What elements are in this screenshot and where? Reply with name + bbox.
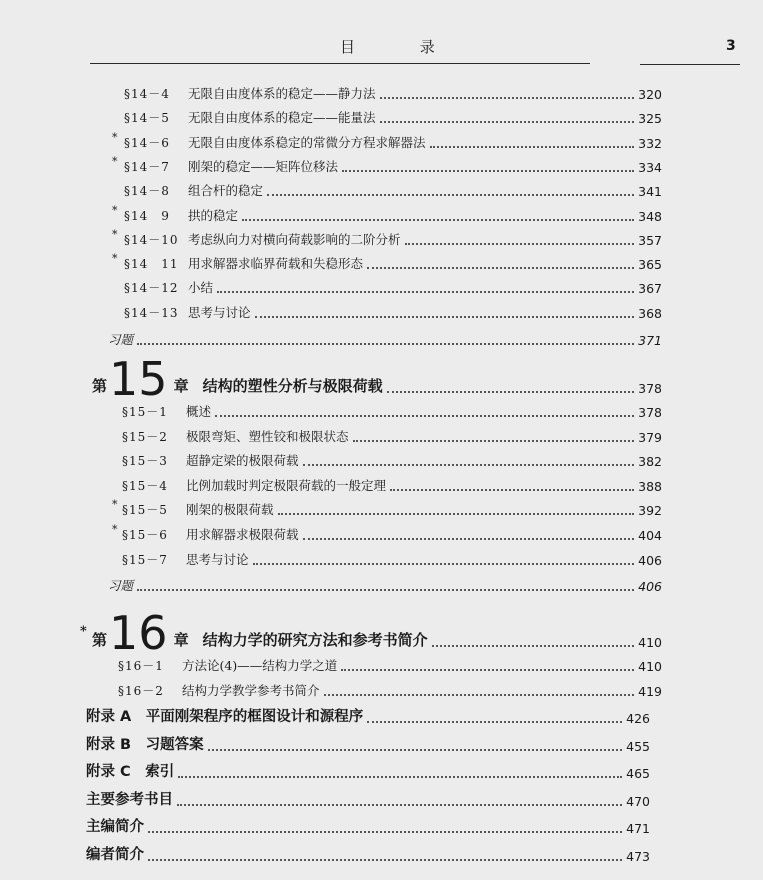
section-page: 357 [638,232,662,248]
section-title: 刚架的稳定——矩阵位移法 [188,158,339,174]
section-entry [122,476,386,494]
toc-section-row [122,550,662,568]
section-number: §16－2 [118,684,164,698]
section-title: 概述 [186,404,212,419]
section-entry [122,525,299,543]
section-page: 365 [638,257,662,273]
section-number: §14 11 [124,257,179,272]
section-title: 组合杆的稳定 [188,183,264,199]
toc-exercise-row [108,576,662,594]
appendix-title: 附录 A 平面刚架程序的框图设计和源程序 [86,709,364,725]
section-page: 348 [638,208,662,224]
dot-leader [367,720,622,723]
header-rule-right [640,64,740,65]
page-number: 3 [726,38,736,54]
section-entry [124,303,251,321]
section-entry [118,656,337,674]
section-title: 比例加载时判定极限荷载的一般定理 [186,477,387,493]
toc-section-row [124,254,662,272]
exercise-page: 406 [638,579,662,594]
optional-mark: * [112,130,118,144]
appendix-page: 455 [626,738,650,754]
dot-leader [387,390,635,393]
dot-leader [430,145,635,148]
appendix-page: 471 [626,821,650,836]
section-number: §15－4 [122,478,168,493]
optional-mark: * [112,203,118,217]
dot-leader [303,463,635,466]
toc-section-row [124,181,662,199]
chapter-suffix: 章 [173,631,189,649]
optional-mark: * [112,498,118,512]
section-page: 392 [638,503,662,519]
section-entry [122,427,349,445]
section-entry [124,157,338,175]
section-entry [124,84,376,102]
section-page: 325 [638,111,662,127]
section-entry [122,550,249,568]
section-entry [124,230,401,248]
section-title: 用求解器求极限荷载 [186,527,299,542]
section-title: 超静定梁的极限荷载 [186,453,299,469]
dot-leader [405,242,635,245]
appendix-page: 426 [626,711,650,726]
section-number: §14－6 [124,135,170,150]
toc-section-row [124,206,662,224]
toc-section-row [124,157,662,175]
toc-section-row [122,427,662,445]
section-page: 406 [638,552,662,568]
exercise-title: 习题 [108,578,134,593]
dot-leader [341,668,634,671]
dot-leader [215,414,634,417]
section-title: 方法论(4)——结构力学之道 [182,658,338,673]
appendix-title: 编者简介 [86,846,144,863]
toc-section-row [124,84,662,102]
dot-leader [324,693,635,696]
appendix-page: 473 [626,848,650,864]
dot-leader [177,803,622,806]
toc-appendix-row [86,732,650,754]
toc-appendix-row [86,759,650,781]
chapter-entry [92,352,383,396]
section-number: §15－3 [122,454,168,469]
section-number: §14－10 [124,232,179,247]
section-entry [124,133,426,151]
toc-section-row [122,476,662,494]
section-page: 388 [638,478,662,494]
chapter-title: 结构的塑性分析与极限荷载 [202,377,383,395]
toc-appendix-row [86,704,650,726]
dot-leader [367,266,634,269]
section-title: 刚架的极限荷载 [186,502,274,518]
chapter-suffix: 章 [173,377,189,395]
optional-mark: * [112,523,118,536]
toc-section-row [122,525,662,543]
section-page: 419 [638,684,662,699]
section-page: 320 [638,87,662,102]
section-page: 332 [638,135,662,151]
dot-leader [178,775,622,778]
page-header [0,36,763,60]
section-title: 结构力学教学参考书简介 [182,683,320,698]
appendix-title: 附录 C 索引 [86,764,175,780]
dot-leader [303,537,635,540]
section-page: 334 [638,159,662,175]
section-number: §14－4 [124,87,170,101]
dot-leader [253,562,635,565]
dot-leader [278,512,635,515]
section-title: 极限弯矩、塑性铰和极限状态 [186,428,349,444]
section-page: 404 [638,528,662,543]
dot-leader [380,120,635,123]
optional-mark: * [112,252,118,266]
appendix-title: 主编简介 [86,819,144,835]
section-title: 考虑纵向力对横向荷载影响的二阶分析 [188,231,401,247]
section-entry [124,181,263,199]
section-title: 无限自由度体系的稳定——静力法 [188,86,376,101]
chapter-number: 15 [109,352,168,396]
section-title: 用求解器求临界荷载和失稳形态 [188,256,364,272]
toc-chapter-row [92,352,662,396]
toc-section-row [122,451,662,469]
appendix-page: 465 [626,766,650,781]
appendix-title: 附录 B 习题答案 [86,736,204,753]
toc-section-row [122,402,662,420]
dot-leader [148,830,622,833]
dot-leader [380,96,635,99]
dot-leader [137,588,634,591]
section-entry [122,500,274,518]
optional-mark: * [112,154,118,168]
section-number: §14－12 [124,281,179,296]
toc-section-row [124,230,662,248]
header-rule [90,63,590,64]
toc-exercise-row [108,330,662,348]
section-page: 367 [638,281,662,297]
section-number: §14－8 [124,184,170,199]
dot-leader [208,748,623,751]
section-number: §14－7 [124,159,170,174]
chapter-entry [92,606,428,650]
section-page: 410 [638,659,662,674]
toc-section-row [124,133,662,151]
section-number: §15－5 [122,503,168,518]
exercise-title: 习题 [108,332,134,347]
optional-mark: * [80,624,87,639]
section-entry [118,681,320,699]
section-entry [124,278,213,296]
section-title: 无限自由度体系的稳定——能量法 [188,110,376,126]
toc-section-row [124,303,662,321]
section-page: 379 [638,429,662,445]
toc-appendix-row [86,787,650,809]
toc-chapter-row [92,606,662,650]
dot-leader [137,342,634,345]
section-page: 382 [638,454,662,470]
dot-leader [353,439,635,442]
section-page: 341 [638,184,662,200]
section-entry [124,206,238,224]
dot-leader [217,290,634,293]
dot-leader [390,488,634,491]
appendix-title: 主要参考书目 [86,791,173,808]
section-number: §14－5 [124,111,170,126]
section-entry [122,451,299,469]
dot-leader [267,193,634,196]
dot-leader [255,315,635,318]
section-title: 思考与讨论 [188,304,251,320]
chapter-title: 结构力学的研究方法和参考书简介 [202,631,428,649]
toc-section-row [122,500,662,518]
header-title: 目 录 [340,38,465,56]
section-number: §14 9 [124,208,170,223]
section-number: §16－1 [118,659,164,673]
dot-leader [148,858,622,861]
toc-section-row [118,681,662,699]
optional-mark: * [112,227,118,241]
exercise-page: 371 [638,333,662,348]
section-entry [124,108,376,126]
toc-appendix-row [86,842,650,864]
dot-leader [432,644,635,647]
section-entry [124,254,363,272]
section-title: 小结 [188,280,214,296]
chapter-prefix: 第 [92,377,108,395]
chapter-prefix: 第 [92,631,108,649]
section-number: §15－2 [122,429,168,444]
toc-section-row [124,108,662,126]
section-number: §14－13 [124,305,179,320]
toc-section-row [118,656,662,674]
section-page: 378 [638,405,662,420]
section-title: 拱的稳定 [188,207,239,223]
chapter-number: 16 [109,606,168,650]
section-title: 思考与讨论 [186,551,249,567]
appendix-page: 470 [626,793,650,809]
section-page: 368 [638,305,662,321]
toc-section-row [124,278,662,296]
section-number: §15－7 [122,552,168,567]
toc-appendix-row [86,814,650,836]
chapter-page: 378 [638,381,662,396]
chapter-page: 410 [638,635,662,650]
dot-leader [342,169,634,172]
section-number: §15－1 [122,405,168,419]
section-entry [122,402,211,420]
section-title: 无限自由度体系稳定的常微分方程求解器法 [188,134,426,150]
section-number: §15－6 [122,528,168,542]
dot-leader [242,218,634,221]
